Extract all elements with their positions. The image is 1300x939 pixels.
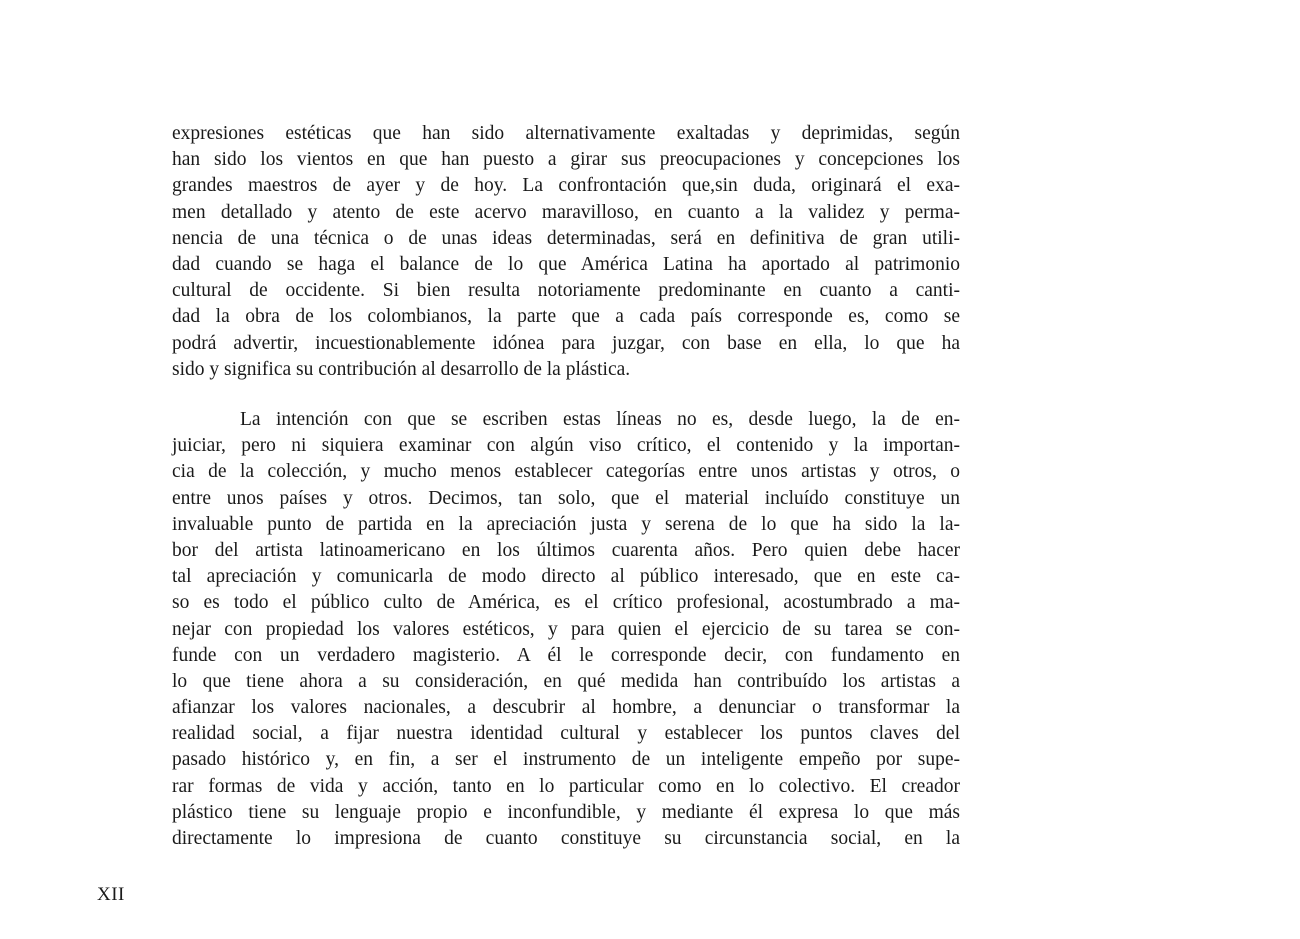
paragraph-line: cia de la colección, y mucho menos establecer categorías entre unos artistas y otros, o xyxy=(172,461,960,483)
paragraph-line: bor del artista latinoamericano en los últimos cuarenta años. Pero quien debe hacer xyxy=(172,539,960,561)
paragraph-line: afianzar los valores nacionales, a descubrir al hombre, a denunciar o transformar la xyxy=(172,697,960,719)
paragraph-line: nejar con propiedad los valores estéticos, y para quien el ejercicio de su tarea se con- xyxy=(172,618,960,640)
paragraph-line: lo que tiene ahora a su consideración, en qué medida han contribuído los artistas a xyxy=(172,670,960,692)
paragraph-line: pasado histórico y, en fin, a ser el instrumento de un inteligente empeño por supe- xyxy=(172,749,960,771)
paragraph-line: La intención con que se escriben estas líneas no es, desde luego, la de en- xyxy=(240,409,960,430)
paragraph-line: grandes maestros de ayer y de hoy. La confrontación que,sin duda, originará el exa- xyxy=(172,175,960,197)
paragraph-line: directamente lo impresiona de cuanto constituye su circunstancia social, en la xyxy=(172,828,960,849)
paragraph-line: realidad social, a fijar nuestra identidad cultural y establecer los puntos claves del xyxy=(172,723,960,745)
paragraph-line: tal apreciación y comunicarla de modo directo al público interesado, que en este ca- xyxy=(172,566,960,588)
paragraph-line: juiciar, pero ni siquiera examinar con algún viso crítico, el contenido y la importan- xyxy=(172,435,960,457)
paragraph-line: dad cuando se haga el balance de lo que América Latina ha aportado al patrimonio xyxy=(172,253,960,275)
paragraph-1 xyxy=(172,121,960,383)
page-number: XII xyxy=(97,884,125,905)
paragraph-2 xyxy=(172,407,960,852)
paragraph-line: men detallado y atento de este acervo maravilloso, en cuanto a la validez y perma- xyxy=(172,201,960,223)
paragraph-line: funde con un verdadero magisterio. A él le corresponde decir, con fundamento en xyxy=(172,644,960,666)
paragraph-line: so es todo el público culto de América, es el crítico profesional, acostumbrado a ma- xyxy=(172,592,960,614)
paragraph-line: expresiones estéticas que han sido alternativamente exaltadas y deprimidas, según xyxy=(172,123,960,144)
paragraph-line: dad la obra de los colombianos, la parte que a cada país corresponde es, como se xyxy=(172,306,960,328)
paragraph-line: entre unos países y otros. Decimos, tan solo, que el material incluído constituye un xyxy=(172,487,960,509)
paragraph-line: cultural de occidente. Si bien resulta notoriamente predominante en cuanto a canti- xyxy=(172,280,960,302)
paragraph-line: han sido los vientos en que han puesto a girar sus preocupaciones y concepciones los xyxy=(172,149,960,171)
paragraph-line: sido y significa su contribución al desarrollo de la plástica. xyxy=(172,358,631,380)
paragraph-line: rar formas de vida y acción, tanto en lo particular como en lo colectivo. El creador xyxy=(172,775,960,797)
paragraph-line: nencia de una técnica o de unas ideas determinadas, será en definitiva de gran utili- xyxy=(172,227,960,249)
paragraph-line: plástico tiene su lenguaje propio e inconfundible, y mediante él expresa lo que más xyxy=(172,801,960,823)
paragraph-line: invaluable punto de partida en la apreciación justa y serena de lo que ha sido la la- xyxy=(172,513,960,535)
paragraph-line: podrá advertir, incuestionablemente idónea para juzgar, con base en ella, lo que ha xyxy=(172,332,960,354)
